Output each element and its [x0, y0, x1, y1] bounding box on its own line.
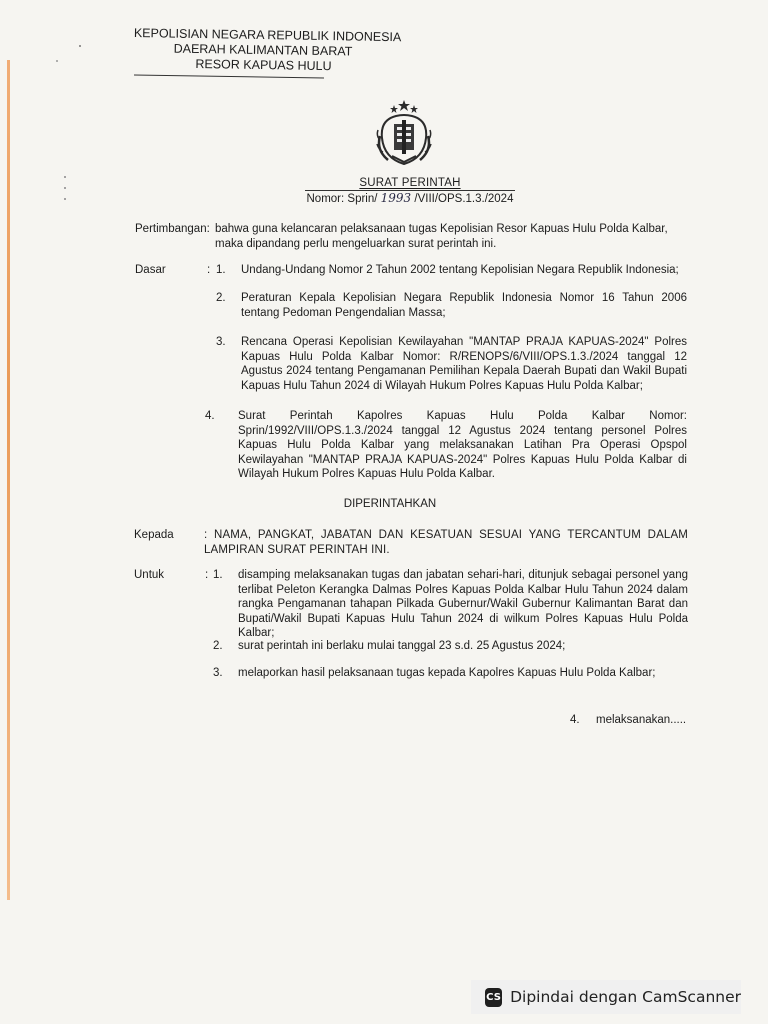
dasar-item-number: 1.	[216, 264, 226, 276]
dasar-item-number: 2.	[216, 292, 226, 304]
letterhead-line-1: KEPOLISIAN NEGARA REPUBLIK INDONESIA	[133, 26, 402, 45]
continuation-text: melaksanakan.....	[596, 714, 687, 726]
untuk-item-text: melaporkan hasil pelaksanaan tugas kepada Kapolres Kapuas Hulu Polda Kalbar;	[238, 667, 656, 679]
scan-edge-line	[7, 60, 10, 900]
camscanner-logo-icon: CS	[485, 988, 502, 1007]
untuk-item-number: 3.	[213, 667, 223, 679]
dasar-item-text: Undang-Undang Nomor 2 Tahun 2002 tentang Kepolisian Negara Republik Indonesia;	[241, 264, 679, 276]
title-block	[300, 176, 520, 206]
letterhead	[133, 26, 402, 75]
dasar-item-text: Peraturan Kepala Kepolisian Negara Republik Indonesia Nomor 16 Tahun 2006 tentang Pedoman Pengendalian Massa;	[241, 292, 687, 319]
continuation-number: 4.	[570, 714, 580, 726]
letterhead-line-2: DAERAH KALIMANTAN BARAT	[173, 41, 353, 59]
untuk-colon: :	[205, 569, 209, 581]
diperintahkan-heading: DIPERINTAHKAN	[343, 498, 437, 510]
camscanner-text: Dipindai dengan CamScanner	[510, 988, 741, 1006]
scan-specks	[64, 176, 70, 216]
untuk-item-text: disamping melaksanakan tugas dan jabatan sehari-hari, ditunjuk sebagai personel yang terlibat Peleton Kerangka Dalmas Polres Kapuas Polda Kalbar Hulu Tahun 2024 dalam rangka Pengamanan tahapan Pilkada Gubernur/Wakil Gubernur Kalimantan Barat dan Bupati/Wakil Bupati Kapuas Hulu Tahun 2024 di wilkum Polres Kapuas Hulu Polda Kalbar;	[238, 569, 688, 639]
kepada-label: Kepada	[134, 529, 174, 541]
pertimbangan-text: bahwa guna kelancaran pelaksanaan tugas Kepolisian Resor Kapuas Hulu Polda Kalbar, maka dipandang perlu mengeluarkan surat perintah ini.	[215, 223, 668, 250]
handwritten-number: 1993	[380, 191, 412, 205]
document-number	[300, 191, 520, 206]
untuk-item-number: 1.	[213, 569, 223, 581]
number-suffix: /VIII/OPS.1.3./2024	[414, 193, 514, 205]
scan-speck	[79, 45, 81, 47]
camscanner-watermark	[471, 980, 741, 1014]
dasar-item-number: 3.	[216, 336, 226, 348]
untuk-item-text: surat perintah ini berlaku mulai tanggal 23 s.d. 25 Agustus 2024;	[238, 640, 566, 652]
untuk-item-number: 2.	[213, 640, 223, 652]
kepada-text: : NAMA, PANGKAT, JABATAN DAN KESATUAN SESUAI YANG TERCANTUM DALAM LAMPIRAN SURAT PERINTAH INI.	[204, 529, 688, 556]
dasar-item-number: 4.	[205, 410, 215, 422]
dasar-label: Dasar	[135, 264, 166, 276]
untuk-label: Untuk	[134, 569, 165, 581]
police-emblem-icon	[372, 98, 436, 170]
dasar-item-text: Surat Perintah Kapolres Kapuas Hulu Polda Kalbar Nomor: Sprin/1992/VIII/OPS.1.3./2024 tanggal 12 Agustus 2024 tentang personel Polres Kapuas Hulu Polda Kalbar yang melaksanakan Latihan Pra Operasi Opspol Kewilayahan "MANTAP PRAJA KAPUAS-2024" Polres Kapuas Hulu Polda Kalbar di Wilayah Hukum Polres Kapuas Hulu Polda Kalbar.	[238, 410, 687, 480]
pertimbangan-label: Pertimbangan:	[135, 223, 210, 235]
dasar-colon: :	[207, 264, 211, 276]
dasar-item-text: Rencana Operasi Kepolisian Kewilayahan "MANTAP PRAJA KAPUAS-2024" Polres Kapuas Hulu Polda Kalbar Nomor: R/RENOPS/6/VIII/OPS.1.3./2024 tanggal 12 Agustus 2024 tentang Pengamanan Pemilihan Kepala Daerah Bupati dan Wakil Bupati Kapuas Hulu Tahun 2024 di Wilayah Hukum Polres Kapuas Hulu Polda Kalbar;	[241, 336, 687, 392]
letterhead-line-3: RESOR KAPUAS HULU	[195, 56, 332, 74]
letterhead-rule	[134, 75, 324, 79]
number-prefix: Nomor: Sprin/	[306, 193, 378, 205]
scan-speck	[56, 60, 58, 62]
document-title: SURAT PERINTAH	[359, 177, 461, 189]
